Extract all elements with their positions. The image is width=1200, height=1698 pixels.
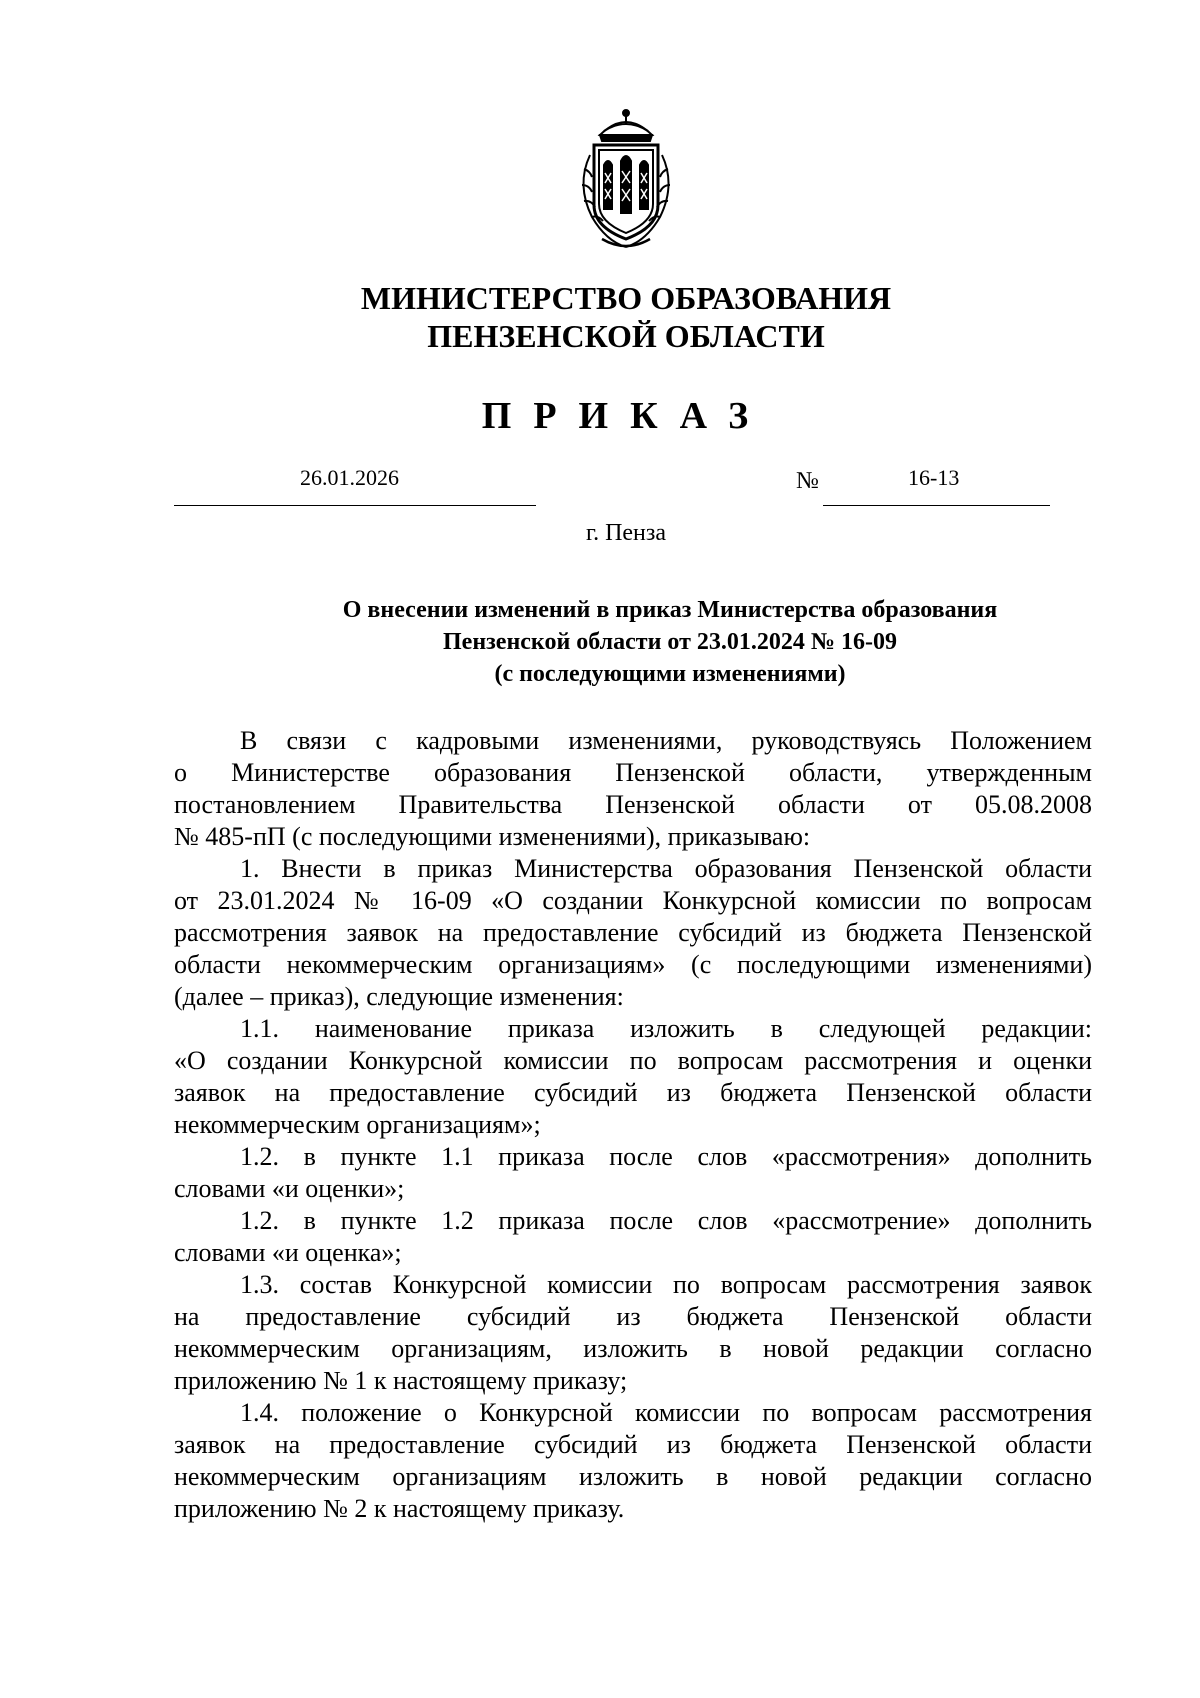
ministry-name-line2: ПЕНЗЕНСКОЙ ОБЛАСТИ [427,318,825,354]
body-line: о Министерстве образования Пензенской области, утвержденным [174,758,1092,787]
body-line: постановлением Правительства Пензенской области от 05.08.2008 [174,790,1092,819]
body-line: словами «и оценка»; [174,1238,402,1267]
body-line: В связи с кадровыми изменениями, руководствуясь Положением [240,726,1092,755]
body-line: 1.2. в пункте 1.1 приказа после слов «рассмотрения» дополнить [240,1142,1092,1171]
body-line: (далее – приказ), следующие изменения: [174,982,624,1011]
body-line: приложению № 1 к настоящему приказу; [174,1366,628,1395]
body-line: № 485-пП (с последующими изменениями), приказываю: [174,822,811,851]
order-number: 16-13 [908,465,960,490]
ministry-name-line1: МИНИСТЕРСТВО ОБРАЗОВАНИЯ [360,280,892,316]
body-line: заявок на предоставление субсидий из бюджета Пензенской области [174,1430,1092,1459]
order-title-line2: Пензенской области от 23.01.2024 № 16-09 [443,629,897,655]
document-type-heading: ПРИКАЗ [481,395,771,437]
date-underline [174,505,536,506]
order-title-line3: (с последующими изменениями) [494,661,846,687]
penza-region-coat-of-arms-icon [570,105,682,253]
body-line: 1.3. состав Конкурсной комиссии по вопросам рассмотрения заявок [240,1270,1092,1299]
body-line: рассмотрения заявок на предоставление субсидий из бюджета Пензенской [174,918,1092,947]
body-line: приложению № 2 к настоящему приказу. [174,1494,625,1523]
order-title-line1: О внесении изменений в приказ Министерства образования [342,597,998,623]
body-line: 1. Внести в приказ Министерства образования Пензенской области [240,854,1092,883]
city-name: г. Пенза [585,520,667,546]
body-line: заявок на предоставление субсидий из бюджета Пензенской области [174,1078,1092,1107]
body-line: «О создании Конкурсной комиссии по вопросам рассмотрения и оценки [174,1046,1092,1075]
body-line: на предоставление субсидий из бюджета Пензенской области [174,1302,1092,1331]
body-line: от 23.01.2024 № 16-09 «О создании Конкурсной комиссии по вопросам [174,886,1092,915]
body-line: 1.2. в пункте 1.2 приказа после слов «рассмотрение» дополнить [240,1206,1092,1235]
body-line: некоммерческим организациям, изложить в новой редакции согласно [174,1334,1092,1363]
body-line: области некоммерческим организациям» (с последующими изменениями) [174,950,1092,979]
body-line: словами «и оценки»; [174,1174,405,1203]
body-line: некоммерческим организациям»; [174,1110,541,1139]
order-number-label: № [796,468,819,494]
body-line: некоммерческим организациям изложить в новой редакции согласно [174,1462,1092,1491]
body-line: 1.4. положение о Конкурсной комиссии по вопросам рассмотрения [240,1398,1092,1427]
body-line: 1.1. наименование приказа изложить в следующей редакции: [240,1014,1092,1043]
number-underline [823,505,1050,506]
order-date: 26.01.2026 [300,465,399,490]
